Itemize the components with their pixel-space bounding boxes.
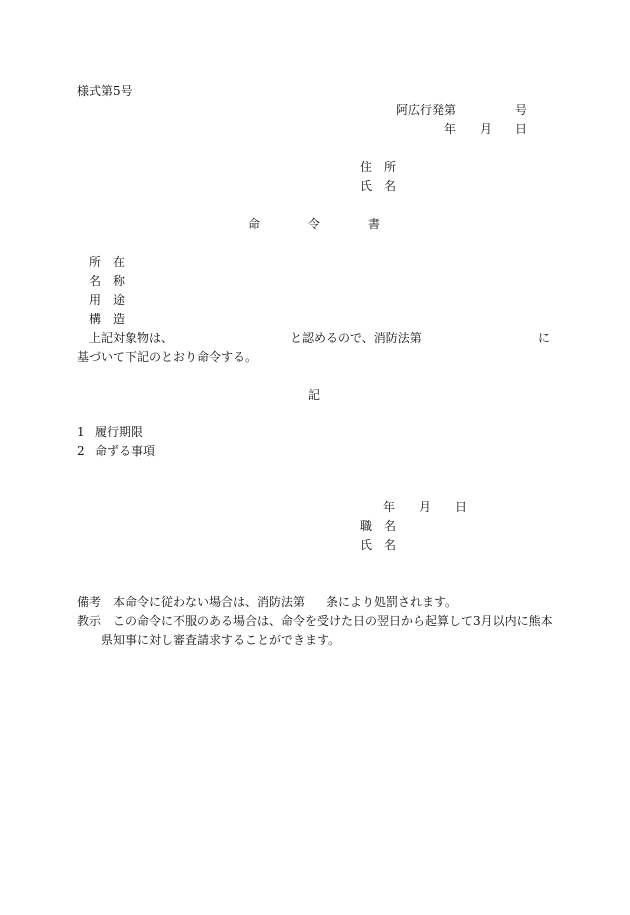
biko-text-1: 本命令に従わない場合は、消防法第 — [113, 595, 306, 609]
recipient-address-label: 住 所 — [360, 160, 397, 174]
sign-date-year: 年 — [383, 500, 396, 514]
issue-date-year: 年 — [444, 122, 457, 136]
item-2-label: 命ずる事項 — [95, 444, 156, 458]
ki-heading: 記 — [308, 388, 321, 402]
title-char-1: 命 — [248, 217, 261, 231]
document-number-suffix: 号 — [515, 103, 528, 117]
item-1-number: 1 — [77, 425, 85, 439]
recipient-name-label: 氏 名 — [360, 179, 397, 193]
field-use: 用 途 — [89, 293, 126, 307]
body-part-1: 上記対象物は、 — [89, 331, 174, 345]
form-number: 様式第5号 — [77, 84, 133, 98]
item-2-number: 2 — [77, 444, 85, 458]
sign-date-day: 日 — [455, 500, 468, 514]
biko-label: 備考 — [77, 595, 102, 609]
kyoji-text-1: この命令に不服のある場合は、命令を受けた日の翌日から起算して3月以内に熊本 — [113, 614, 553, 628]
kyoji-label: 教示 — [77, 614, 102, 628]
biko-text-2: 条により処罰されます。 — [326, 595, 458, 609]
field-location: 所 在 — [89, 255, 126, 269]
issue-date-month: 月 — [480, 122, 493, 136]
document-number-prefix: 阿広行発第 — [396, 103, 457, 117]
title-char-2: 令 — [308, 217, 321, 231]
issuer-name-label: 氏 名 — [360, 538, 397, 552]
field-name: 名 称 — [89, 274, 126, 288]
body-part-3: に — [538, 331, 551, 345]
body-line-2: 基づいて下記のとおり命令する。 — [77, 350, 258, 364]
issue-date-day: 日 — [515, 122, 528, 136]
title-char-3: 書 — [368, 217, 381, 231]
issuer-title-label: 職 名 — [360, 519, 397, 533]
sign-date-month: 月 — [419, 500, 432, 514]
body-part-2: と認めるので、消防法第 — [290, 331, 422, 345]
field-structure: 構 造 — [89, 312, 126, 326]
kyoji-text-2: 県知事に対し審査請求することができます。 — [101, 633, 341, 647]
item-1-label: 履行期限 — [95, 425, 144, 439]
